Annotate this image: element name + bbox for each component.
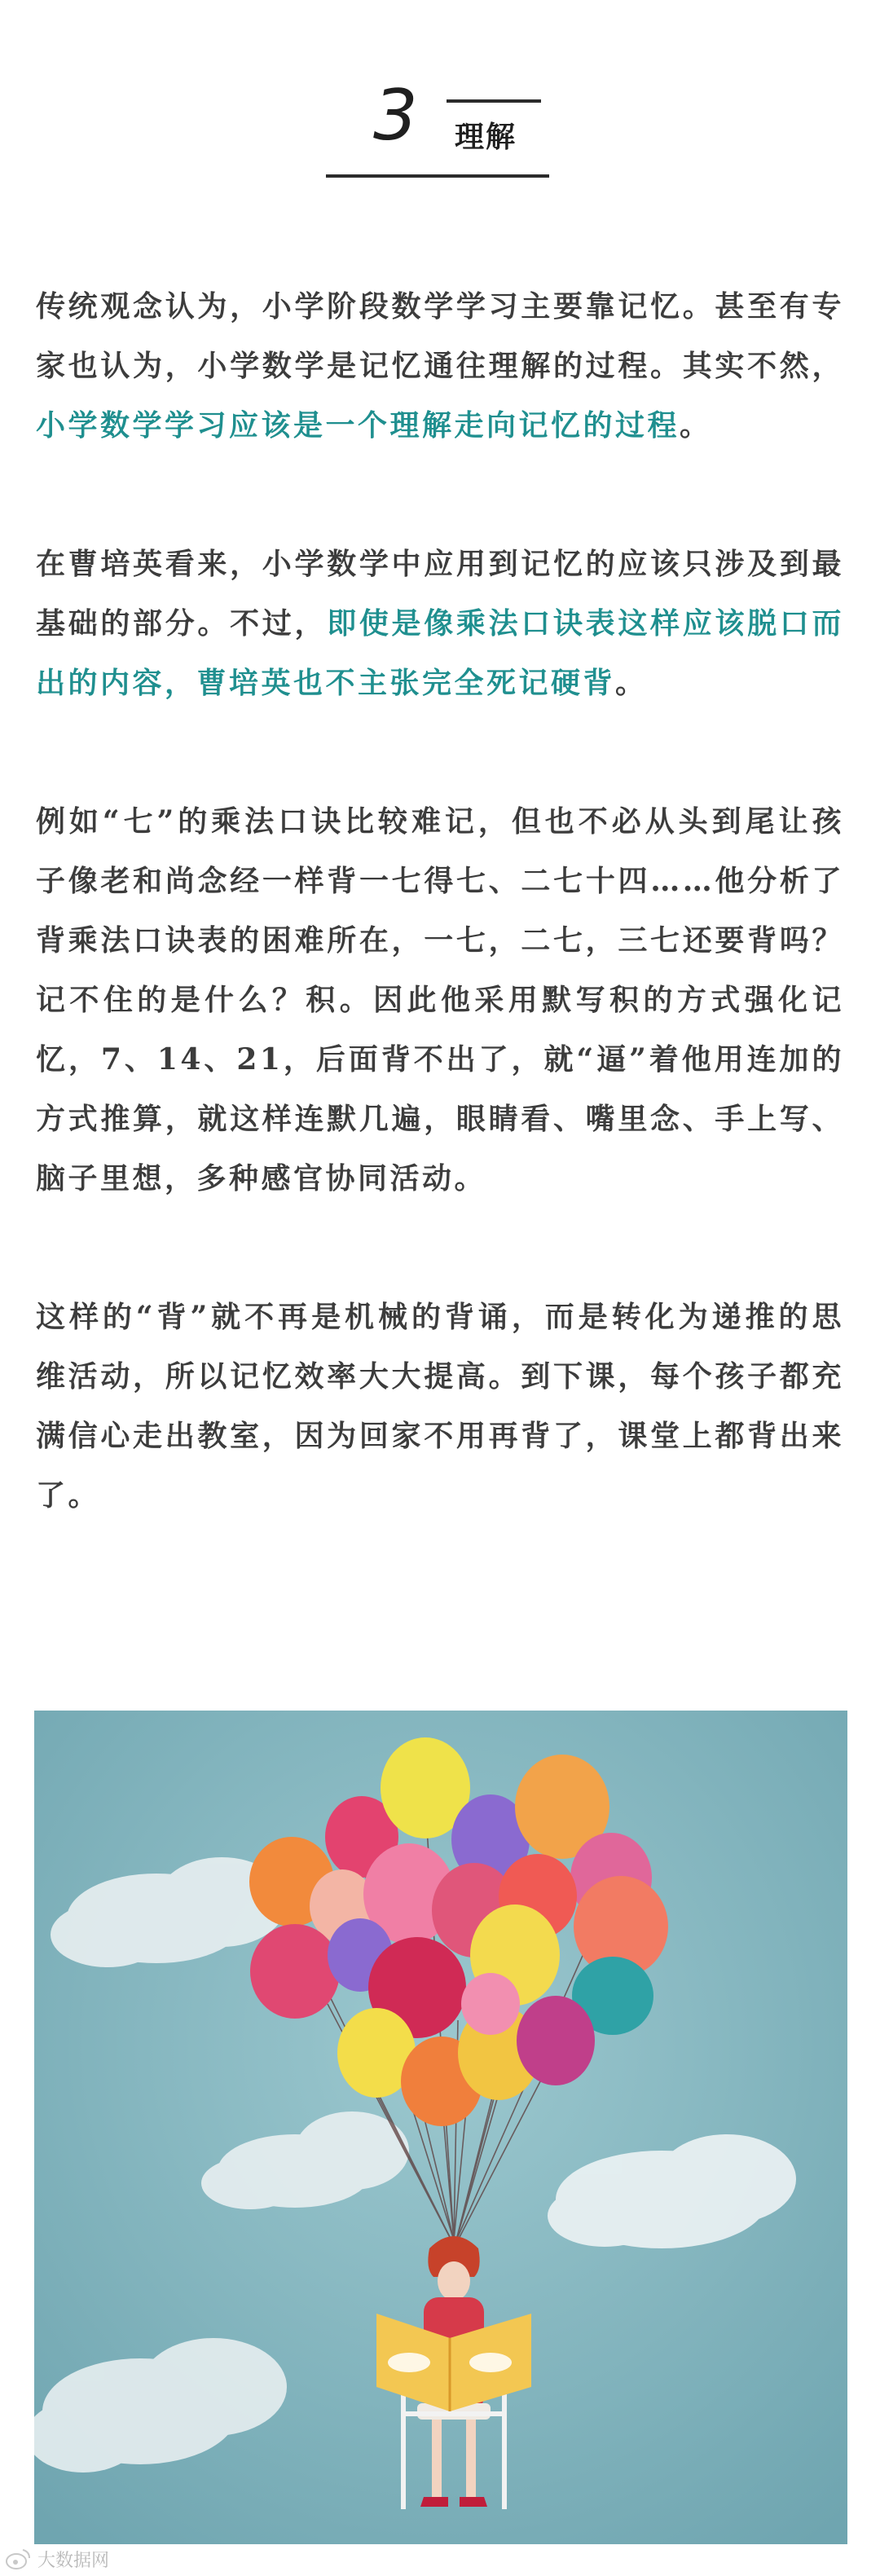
paragraph-2 (36, 535, 844, 713)
paragraph-4-text: 这样的“背”就不再是机械的背诵，而是转化为递推的思维活动，所以记忆效率大大提高。到下课，每个孩子都充满信心走出教室，因为回家不用再背了，课堂上都背出来了。 (36, 1300, 844, 1513)
paragraph-2-tail: 。 (615, 666, 648, 700)
section-header (326, 75, 554, 181)
article-body (36, 277, 844, 1605)
paragraph-1-text: 传统观念认为，小学阶段数学学习主要靠记忆。甚至有专家也认为，小学数学是记忆通往理解的过程。其实不然， (36, 289, 844, 383)
paragraph-1-tail: 。 (680, 408, 712, 443)
section-number: 3 (373, 75, 418, 156)
section-title: 理解 (455, 121, 517, 154)
paragraph-2-highlight: 即使是像乘法口诀表这样应该脱口而出的内容，曹培英也不主张完全死记硬背 (36, 606, 844, 700)
header-top-rule (447, 99, 541, 103)
paragraph-1-highlight: 小学数学学习应该是一个理解走向记忆的过程 (36, 408, 680, 443)
balloon-girl-illustration (34, 1711, 847, 2544)
weibo-logo-icon (5, 2547, 33, 2571)
paragraph-3 (36, 792, 844, 1209)
watermark (5, 2543, 109, 2574)
watermark-text: 大数据网 (37, 2550, 110, 2571)
header-bottom-rule (326, 174, 549, 178)
paragraph-3-text: 例如“七”的乘法口诀比较难记，但也不必从头到尾让孩子像老和尚念经一样背一七得七、二七十四……他分析了背乘法口诀表的困难所在，一七，二七，三七还要背吗？记不住的是什么？积。因此他采用默写积的方式强化记忆，7、14、21，后面背不出了，就“逼”着他用连加的方式推算，就这样连默几遍，眼睛看、嘴里念、手上写、脑子里想，多种感官协同活动。 (36, 804, 844, 1196)
paragraph-1 (36, 277, 844, 456)
paragraph-4 (36, 1288, 844, 1526)
paragraph-2-text: 在曹培英看来，小学数学中应用到记忆的应该只涉及到最基础的部分。不过， (36, 547, 844, 641)
